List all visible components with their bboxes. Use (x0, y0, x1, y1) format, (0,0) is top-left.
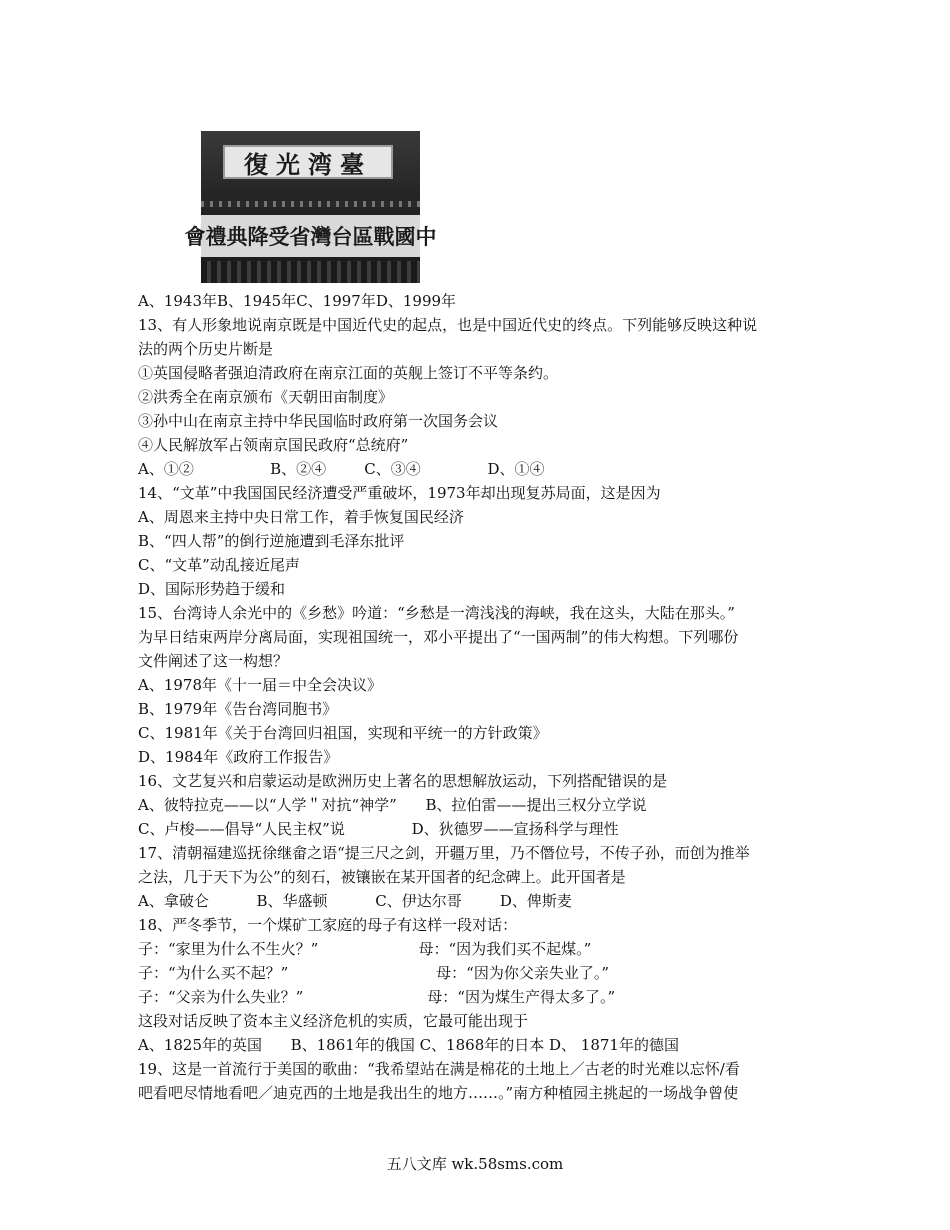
text-line: ②洪秀全在南京颁布《天朝田亩制度》 (138, 388, 394, 406)
text-line: 文件阐述了这一构想？ (138, 652, 289, 670)
text-line: A、拿破仑 B、华盛顿 C、伊达尔哥 D、俾斯麦 (138, 892, 572, 910)
photo-crowd (201, 261, 420, 283)
text-line: A、彼特拉克——以“人学＂对抗“神学” B、拉伯雷——提出三权分立学说 (138, 796, 647, 814)
text-line: B、“四人帮”的倒行逆施遭到毛泽东批评 (138, 532, 405, 550)
text-line: 17、清朝福建巡抚徐继畲之语“提三尺之剑，开疆万里，乃不僭位号，不传子孙，而创为推举 (138, 844, 750, 862)
document-body (138, 289, 828, 1105)
text-line: ④人民解放军占领南京国民政府“总统府” (138, 436, 409, 454)
text-line: ①英国侵略者强迫清政府在南京江面的英舰上签订不平等条约。 (138, 364, 559, 382)
text-line: D、国际形势趋于缓和 (138, 580, 286, 598)
text-line: B、1979年《告台湾同胞书》 (138, 700, 338, 718)
text-line: 子：“家里为什么不生火？” 母：“因为我们买不起煤。” (138, 940, 592, 958)
photo-main-banner: 會禮典降受省灣台區戰國中 (201, 215, 420, 257)
text-line: 子：“父亲为什么失业？” 母：“因为煤生产得太多了。” (138, 988, 616, 1006)
text-line: 19、这是一首流行于美国的歌曲：“我希望站在满是棉花的土地上／古老的时光难以忘怀/看 (138, 1060, 740, 1078)
text-line: 这段对话反映了资本主义经济危机的实质，它最可能出现于 (138, 1012, 529, 1030)
text-line: 法的两个历史片断是 (138, 340, 274, 358)
text-line: ③孙中山在南京主持中华民国临时政府第一次国务会议 (138, 412, 499, 430)
photo-top-banner: 復光湾臺 (223, 145, 393, 179)
text-line: C、1981年《关于台湾回归祖国，实现和平统一的方针政策》 (138, 724, 548, 742)
text-line: 16、文艺复兴和启蒙运动是欧洲历史上著名的思想解放运动，下列搭配错误的是 (138, 772, 668, 790)
text-line: A、周恩来主持中央日常工作，着手恢复国民经济 (138, 508, 464, 526)
text-line: A、①② B、②④ C、③④ D、①④ (138, 460, 545, 478)
text-line: C、“文革”动乱接近尾声 (138, 556, 300, 574)
text-line: 子：“为什么买不起？” 母：“因为你父亲失业了。” (138, 964, 609, 982)
text-line: 之法，几于天下为公”的刻石，被镶嵌在某开国者的纪念碑上。此开国者是 (138, 868, 626, 886)
text-line: D、1984年《政府工作报告》 (138, 748, 339, 766)
photo-railing (201, 201, 420, 207)
text-line: A、1978年《十一届＝中全会决议》 (138, 676, 383, 694)
text-line: A、1943年B、1945年C、1997年D、1999年 (138, 292, 457, 310)
text-line: 13、有人形象地说南京既是中国近代史的起点，也是中国近代史的终点。下列能够反映这种说 (138, 316, 758, 334)
historical-photo (184, 131, 437, 283)
text-line: 吧看吧尽情地看吧／迪克西的土地是我出生的地方……。”南方种植园主挑起的一场战争曾使 (138, 1084, 739, 1102)
text-line: C、卢梭——倡导“人民主权”说 D、狄德罗——宣扬科学与理性 (138, 820, 619, 838)
text-line: A、1825年的英国 B、1861年的俄国 C、1868年的日本 D、 1871年的德国 (138, 1036, 679, 1054)
text-line: 18、严冬季节，一个煤矿工家庭的母子有这样一段对话： (138, 916, 518, 934)
page-footer: 五八文库 wk.58sms.com (386, 1155, 564, 1173)
text-line: 14、“文革”中我国国民经济遭受严重破坏，1973年却出现复苏局面，这是因为 (138, 484, 661, 502)
text-line: 为早日结束两岸分离局面，实现祖国统一，邓小平提出了“一国两制”的伟大构想。下列哪份 (138, 628, 739, 646)
text-line: 15、台湾诗人余光中的《乡愁》吟道：“乡愁是一湾浅浅的海峡，我在这头，大陆在那头。” (138, 604, 735, 622)
